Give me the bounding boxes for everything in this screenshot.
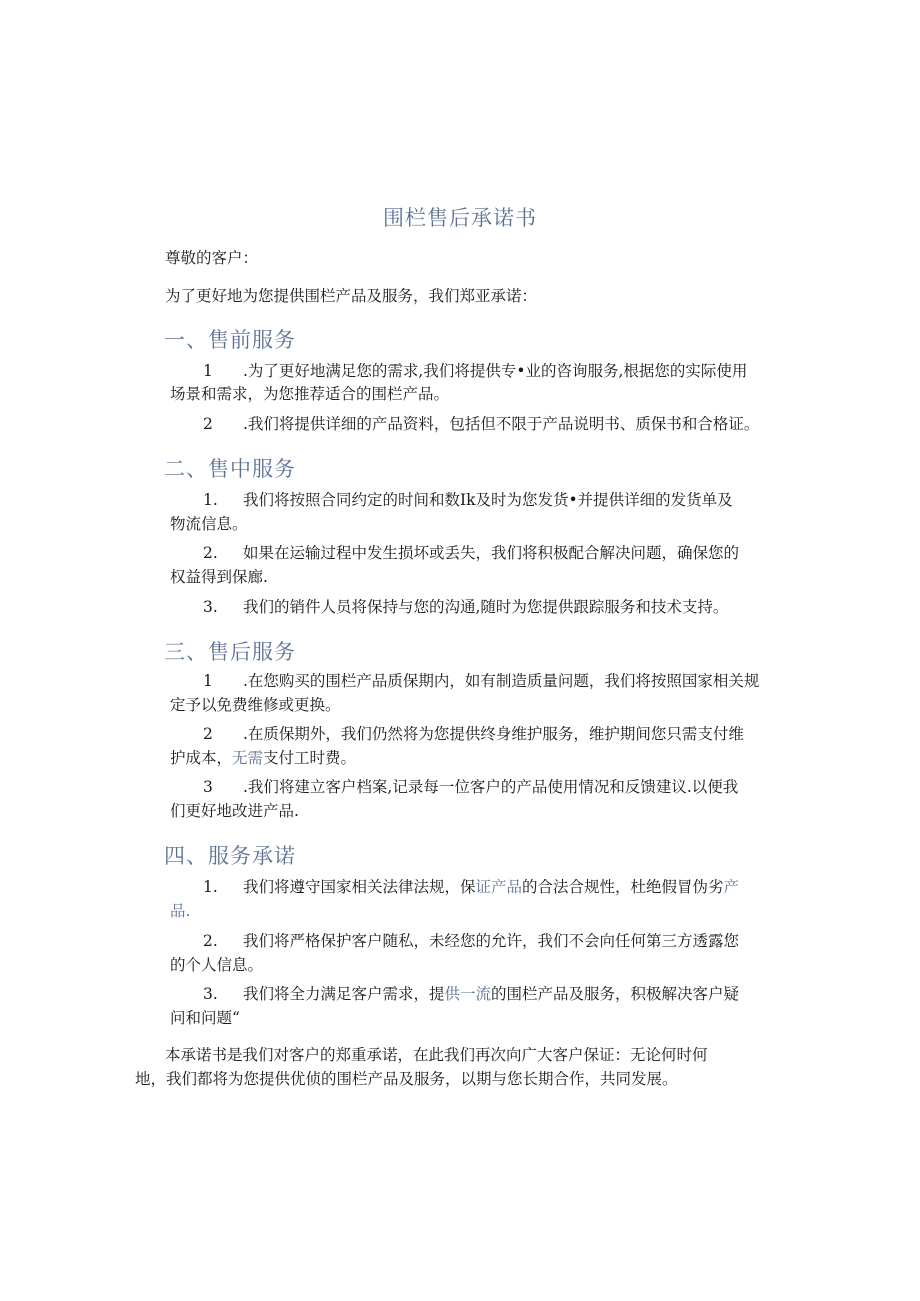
item-text: .我们将提供详细的产品资料，包括但不限于产品说明书、质保书和合格证。 [243, 415, 760, 433]
list-item [203, 542, 739, 564]
item-text: 我们将按照合同约定的时间和数Ik及时为您发货•并提供详细的发货单及 [243, 491, 733, 509]
item-text-continued: 物流信息。 [170, 515, 248, 533]
highlight-text: 供一流 [444, 985, 492, 1003]
item-text: .在您购买的围栏产品质保期内，如有制造质量问题，我们将按照国家相关规 [243, 672, 760, 690]
item-text: 如果在运输过程中发生损坏或丢失，我们将积极配合解决问题，确保您的 [243, 544, 740, 562]
item-text: .我们将建立客户档案,记录每一位客户的产品使用情况和反馈建议.以便我 [243, 778, 739, 796]
item-number: 1 [203, 672, 213, 690]
text-fragment: 我们将遵守国家相关法律法规，保 [243, 878, 476, 896]
section-heading-pre-sale: 一、售前服务 [164, 328, 296, 352]
highlight-text: 产 [723, 878, 740, 896]
item-text-continued: 们更好地改进产品. [170, 802, 299, 820]
item-text-continued: 权益得到保廊. [170, 568, 268, 586]
text-fragment: 护成本， [170, 749, 233, 767]
item-text-continued [170, 747, 356, 769]
item-number: 3 [203, 778, 213, 796]
item-number: 3. [203, 598, 218, 616]
item-number: 2 [203, 725, 213, 743]
item-text-continued: 品. [170, 902, 191, 920]
intro-paragraph: 为了更好地为您提供围栏产品及服务，我们郑亚承诺： [165, 287, 538, 305]
text-fragment: 我们将全力满足客户需求，提 [243, 985, 445, 1003]
item-text: .在质保期外，我们仍然将为您提供终身维护服务，维护期间您只需支付维 [243, 725, 744, 743]
list-item [203, 489, 733, 511]
item-number: 1. [203, 878, 218, 896]
list-item [203, 596, 728, 618]
item-text: 我们将严格保护客户随私，未经您的允许，我们不会向任何第三方透露您 [243, 932, 740, 950]
item-number: 1. [203, 491, 218, 509]
item-number: 2 [203, 415, 213, 433]
item-number: 1 [203, 362, 213, 380]
list-item [203, 876, 739, 898]
list-item [203, 360, 747, 382]
highlight-text: 无需 [232, 749, 264, 767]
text-fragment: 的合法合规性，杜绝假冒伪劣 [522, 878, 724, 896]
item-text-continued: 的个人信息。 [170, 956, 264, 974]
document-title: 围栏售后承诺书 [383, 206, 537, 230]
section-heading-after-sale: 三、售后服务 [164, 640, 296, 664]
closing-paragraph-continued: 地，我们都将为您提供优侦的围栏产品及服务，以期与您长期合作，共同发展。 [135, 1070, 678, 1088]
list-item [203, 983, 739, 1005]
item-number: 2. [203, 544, 218, 562]
list-item [203, 413, 759, 435]
text-fragment: 的围栏产品及服务，积极解决客户疑 [491, 985, 740, 1003]
list-item [203, 723, 744, 745]
item-text: .为了更好地满足您的需求,我们将提供专•业的咨询服务,根据您的实际使用 [243, 362, 748, 380]
list-item [203, 776, 738, 798]
section-heading-commitment: 四、服务承诺 [164, 844, 296, 868]
item-number: 3. [203, 985, 218, 1003]
item-text: 我们的销件人员将保持与您的沟通,随时为您提供跟踪服务和技术支持。 [243, 598, 729, 616]
list-item [203, 930, 739, 952]
section-heading-in-sale: 二、售中服务 [164, 457, 296, 481]
closing-paragraph: 本承诺书是我们对客户的郑重承诺，在此我们再次向广大客户保证：无论何时何 [165, 1046, 708, 1064]
item-text-continued: 场景和需求，为您推荐适合的围栏产品。 [170, 385, 450, 403]
list-item [203, 670, 759, 692]
greeting: 尊敬的客户： [165, 249, 259, 267]
item-text-continued: 定予以免费维修或更换。 [170, 696, 341, 714]
text-fragment: 支付工时费。 [263, 749, 357, 767]
item-text-continued: 问和问题“ [170, 1009, 240, 1027]
item-number: 2. [203, 932, 218, 950]
highlight-text: 证产品 [475, 878, 523, 896]
